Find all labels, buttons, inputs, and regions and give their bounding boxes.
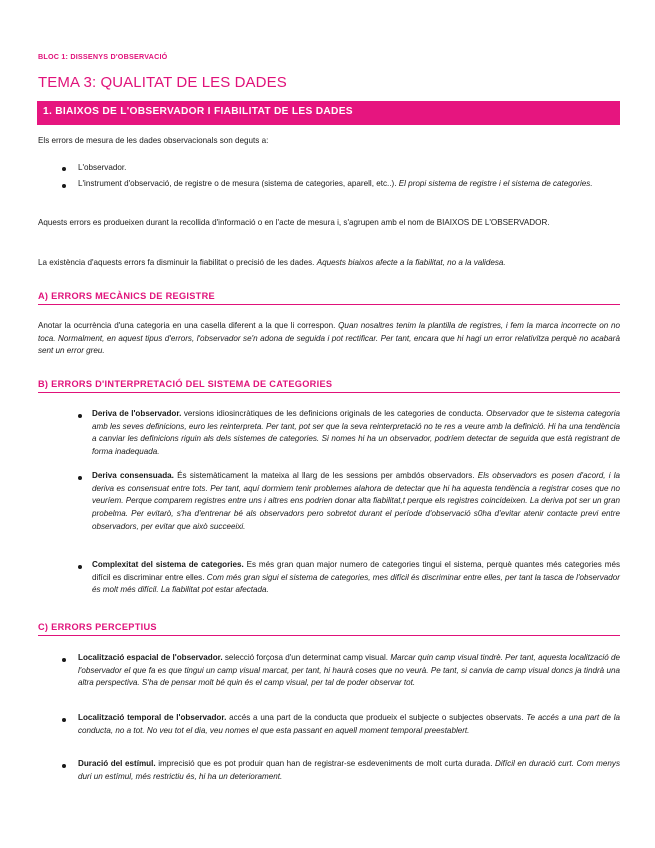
item-temporal-location-note: Te accés a una part de la conducta, no a tot. No veu tot el dia, veu nomes el que esta passant en aquell moment temporal preestablert. [78, 713, 620, 735]
item-observer-drift [92, 408, 620, 459]
section-a-text: Anotar la ocurrència d'una categoria en una casella diferent a la que li correspon. [38, 321, 339, 330]
section-1-paragraph-2 [38, 257, 620, 270]
item-stimulus-duration-text: imprecisió que es pot produir quan han de registrar-se esdeveniments de molt curta durada. [155, 759, 496, 768]
section-c-heading: C) ERRORS PERCEPTIUS [38, 622, 620, 636]
section-1-paragraph-1: Aquests errors es produeixen durant la recollida d'informació o en l'acte de mesura i, s'agrupen amb el nom de BIAIXOS DE L'OBSERVADOR. [38, 218, 550, 227]
item-spatial-location-text: selecció forçosa d'un determinat camp visual. [222, 653, 391, 662]
bullet-icon [62, 718, 66, 722]
item-category-complexity-note: Com més gran sigui el sistema de categories, mes difícil és discriminar entre elles, per tant la tasca de l'observador és molt més difícil. La fiabilitat pot estar afectada. [92, 572, 620, 595]
section-b-heading: B) ERRORS D'INTERPRETACIÓ DEL SISTEMA DE CATEGORIES [38, 379, 620, 393]
section-a-note: Quan nosaltres tenim la plantilla de registres, i fem la marca incorrecte on no toca. Normalment, en aquest tipus d'errors, l'observador se'n adona de seguida i pot rectificar. Per tant, encara que hi hagi un error relativitza perquè no acabarà sent un error greu. [38, 321, 620, 355]
bullet-icon [78, 414, 82, 418]
bullet-icon [62, 184, 66, 188]
item-observer-drift-note: Observador que te sistema categoria amb les seves definicions, euro les reinterpreta. Per tant, pot ser que la seva reinterpretació no te res a veure amb la definició. Hi ha una tendència a canviar les definicions riguin als dels sistemes de categories. Si nomes hi ha un observador, podríem detectar de seguida que està registrant de forma inadequada. [92, 409, 621, 457]
item-spatial-location [78, 652, 620, 690]
item-temporal-location-title: Localització temporal de l'observador. [78, 713, 227, 722]
bullet-icon [62, 658, 66, 662]
item-category-complexity [92, 559, 620, 597]
item-consensual-drift-note: Els observadors es posen d'acord, i la deriva es consensuat entre tots. Per tant, aquí dormiem tenir problemes alahora de detectar que hi ha aquesta tendència a registrar coses que no veuríem. Perque comparem registres entre uns i altres ens podrien donar alta fiabilitat,t perque els registres coincideixen. La deriva pot ser un gran probelma. Per evitarò, s'ha d'entrenar bé als observadors pero sobretot durant el període d'observació s0ha d'evitar atenir contacte previ entre observadors, per evitar que això succeeixi. [92, 471, 621, 531]
item-consensual-drift-text: És sistemàticament la mateixa al llarg de les sessions per ambdós observadors. [173, 471, 478, 480]
section-a-paragraph [38, 320, 620, 358]
item-consensual-drift [92, 470, 620, 534]
item-category-complexity-title: Complexitat del sistema de categories. [92, 560, 244, 569]
bullet-icon [62, 764, 66, 768]
bullet-observer: L'observador. [78, 163, 127, 172]
bullet-instrument [78, 178, 620, 191]
bullet-instrument-text: L'instrument d'observació, de registre o de mesura (sistema de categories, aparell, etc..). [78, 179, 399, 188]
item-observer-drift-title: Deriva de l'observador. [92, 409, 182, 418]
topic-title: TEMA 3: QUALITAT DE LES DADES [38, 74, 287, 91]
item-stimulus-duration [78, 758, 620, 783]
section-1-intro: Els errors de mesura de les dades observacionals son deguts a: [38, 136, 269, 145]
item-temporal-location [78, 712, 620, 737]
block-label: BLOC 1: DISSENYS D'OBSERVACIÓ [38, 52, 168, 61]
item-spatial-location-note: Marcar quin camp visual tindrè. Per tant, aquesta localització de l'observador el que fa es que tingui un camp visual marcat, per tant, hi haurà coses que no veurà. Pe tant, si canvia de camp visual doncs ja tindrà una altra perspectiva. S'ha de pensar molt bé quin és el camp visual, per tal de poder observar tot. [78, 653, 621, 688]
item-observer-drift-text: versions idiosincràtiques de les definicions originals de les categories de conducta. [181, 409, 487, 418]
paragraph-2-note: Aquests biaixos afecte a la fiabilitat, no a la validesa. [316, 258, 506, 267]
item-stimulus-duration-note: Difícil en duració curt. Com menys duri un estímul, més restrictiu és, hi ha un deteriorament. [78, 759, 620, 781]
item-stimulus-duration-title: Duració del estímul. [78, 759, 156, 768]
section-a-heading: A) ERRORS MECÀNICS DE REGISTRE [38, 291, 620, 305]
bullet-icon [78, 565, 82, 569]
bullet-icon [78, 476, 82, 480]
paragraph-2-text: La existència d'aquests errors fa disminuir la fiabilitat o precisió de les dades. [38, 258, 317, 267]
section-1-heading: 1. BIAIXOS DE L'OBSERVADOR I FIABILITAT DE LES DADES [37, 101, 620, 125]
bullet-instrument-note: El propi sistema de registre i el sistema de categories. [398, 179, 593, 188]
item-consensual-drift-title: Deriva consensuada. [92, 471, 174, 480]
item-temporal-location-text: accés a una part de la conducta que produeix el subjecte o subjectes observats. [226, 713, 527, 722]
item-spatial-location-title: Localització espacial de l'observador. [78, 653, 223, 662]
bullet-icon [62, 167, 66, 171]
item-category-complexity-text: Es més gran quan major numero de categories tingui el sistema, perquè quantes més categories més difícil es discriminar entre elles. [92, 560, 620, 582]
